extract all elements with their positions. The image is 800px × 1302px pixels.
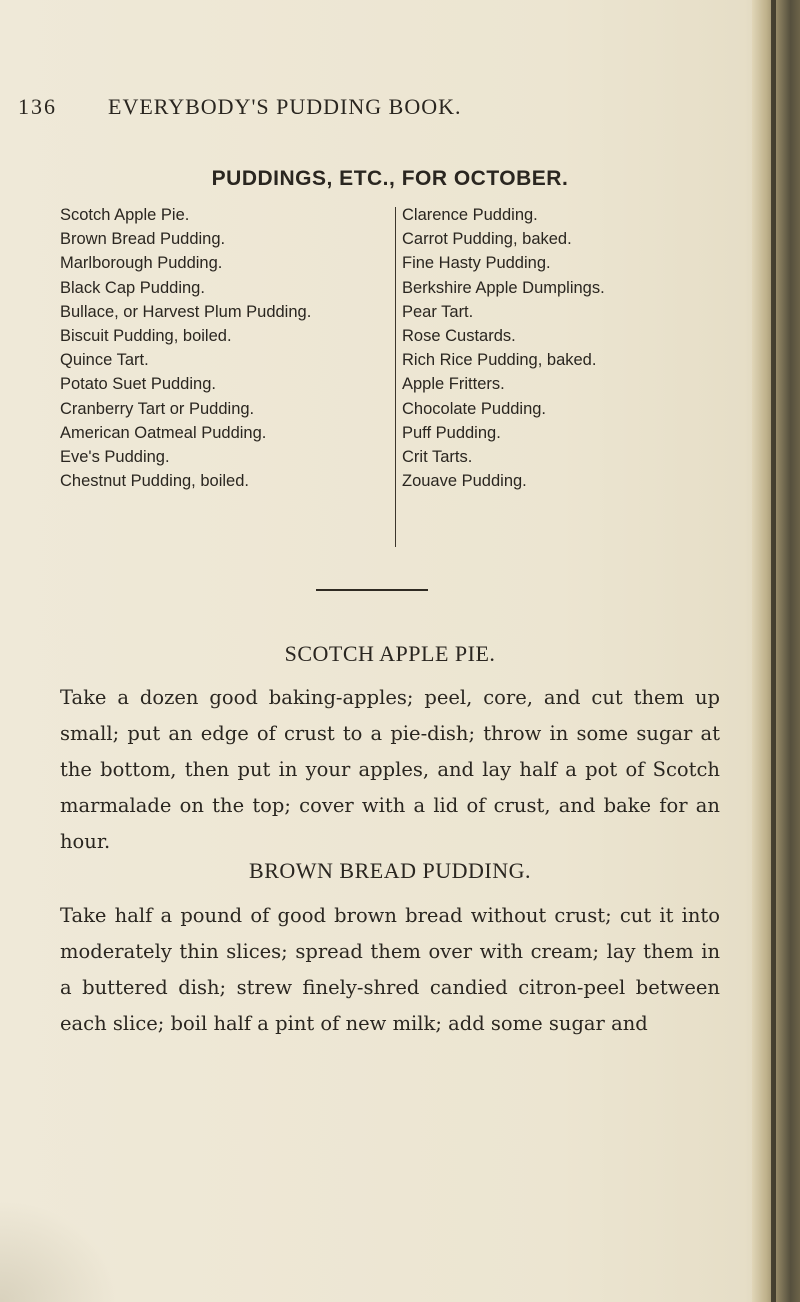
running-header [18,94,718,120]
menu-item: Chocolate Pudding. [402,399,547,418]
menu-item: Pear Tart. [402,302,474,321]
menu-item: Eve's Pudding. [60,448,170,467]
menu-item: Black Cap Pudding. [60,278,205,297]
menu-item: Brown Bread Pudding. [60,230,226,249]
menu-item: Chestnut Pudding, boiled. [60,472,249,491]
menu-right-column [402,203,702,493]
menu-item: Quince Tart. [60,351,149,370]
menu-item: Zouave Pudding. [402,472,527,491]
recipe-title-brown-bread-pudding: BROWN BREAD PUDDING. [249,858,531,883]
column-divider [395,207,396,547]
recipe-text-scotch-apple-pie: Take a dozen good baking-apples; peel, core, and cut them up small; put an edge of crust to a pie-dish; throw in some sugar at the bottom, then put in your apples, and lay half a pot of Scotch marmalade on the top; cover with a lid of crust, and bake for an hour. [60,686,720,853]
menu-item: Fine Hasty Pudding. [402,254,551,273]
menu-item: Crit Tarts. [402,448,473,467]
menu-left-column [60,203,395,493]
menu-item: Carrot Pudding, baked. [402,230,572,249]
section-title: PUDDINGS, ETC., FOR OCTOBER. [211,167,569,190]
menu-item: Clarence Pudding. [402,206,538,224]
menu-item: Marlborough Pudding. [60,254,223,273]
menu-item: Puff Pudding. [402,423,501,442]
section-rule [316,589,428,591]
menu-item: Biscuit Pudding, boiled. [60,327,232,346]
menu-item: Cranberry Tart or Pudding. [60,399,255,418]
menu-item: Rich Rice Pudding, baked. [402,351,597,370]
recipe-text-brown-bread-pudding: Take half a pound of good brown bread without crust; cut it into moderately thin slices; spread them over with cream; lay them in a buttered dish; strew finely-shred candied citron-peel between each slice; boil half a pint of new milk; add some sugar and [60,904,720,1035]
menu-item: Potato Suet Pudding. [60,375,216,394]
page-number: 136 [18,94,57,119]
pudding-menu-list [60,203,700,548]
recipe-title-scotch-apple-pie: SCOTCH APPLE PIE. [284,641,496,666]
menu-item: Rose Custards. [402,327,516,346]
menu-item: American Oatmeal Pudding. [60,423,267,442]
page-stain [0,1200,120,1302]
book-title: EVERYBODY'S PUDDING BOOK. [108,94,462,119]
menu-item: Apple Fritters. [402,375,505,394]
menu-item: Scotch Apple Pie. [60,206,190,224]
menu-item: Bullace, or Harvest Plum Pudding. [60,302,312,321]
menu-item: Berkshire Apple Dumplings. [402,278,605,297]
